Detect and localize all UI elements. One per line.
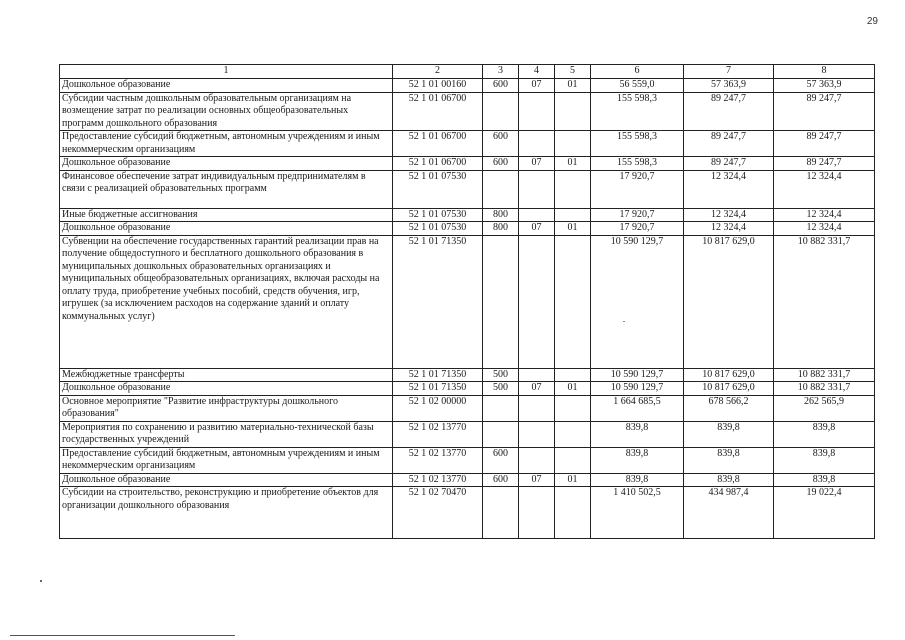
- row-col3: 600: [483, 79, 519, 93]
- row-code: 52 1 02 13770: [393, 421, 483, 447]
- row-col3: [483, 487, 519, 539]
- row-col3: 800: [483, 222, 519, 236]
- row-code: 52 1 01 06700: [393, 131, 483, 157]
- table-body: [60, 79, 875, 539]
- row-value-8: 12 324,4: [774, 222, 875, 236]
- row-name: Субсидии частным дошкольным образовательным организациям на возмещение затрат по реализации основных общеобразовательных программ дошкольного образования: [60, 92, 393, 131]
- table-row: [60, 170, 875, 208]
- table-row: [60, 208, 875, 222]
- row-col3: [483, 92, 519, 131]
- row-col3: 800: [483, 208, 519, 222]
- table-row: [60, 473, 875, 487]
- row-col4: [519, 170, 555, 208]
- row-col4: [519, 487, 555, 539]
- row-name: Межбюджетные трансферты: [60, 368, 393, 382]
- row-col5: [555, 235, 591, 368]
- row-col3: 600: [483, 131, 519, 157]
- row-col4: [519, 92, 555, 131]
- row-col5: [555, 421, 591, 447]
- table-header-row: [60, 65, 875, 79]
- row-name: Мероприятия по сохранению и развитию материально-технической базы государственных учреждений: [60, 421, 393, 447]
- row-value-7: 10 817 629,0: [684, 235, 774, 368]
- row-code: 52 1 01 00160: [393, 79, 483, 93]
- row-value-6: 839,8: [591, 447, 684, 473]
- row-code: 52 1 02 70470: [393, 487, 483, 539]
- row-col4: [519, 395, 555, 421]
- row-name: Дошкольное образование: [60, 157, 393, 171]
- row-value-8: 839,8: [774, 473, 875, 487]
- row-name: Дошкольное образование: [60, 79, 393, 93]
- row-code: 52 1 01 07530: [393, 222, 483, 236]
- table-row: [60, 157, 875, 171]
- scan-dot: [40, 580, 42, 582]
- row-name: Субвенции на обеспечение государственных гарантий реализации прав на получение общедоступного и бесплатного дошкольного образования в муниципальных дошкольных образовательных организациях и муниципальных общеобразовательных организациях, включая расходы на оплату труда, приобретение учебных пособий, средств обучения, игр, игрушек (за исключением расходов на содержание зданий и оплату коммунальных услуг): [60, 235, 393, 368]
- row-value-6: 17 920,7: [591, 170, 684, 208]
- row-col5: [555, 131, 591, 157]
- row-code: 52 1 01 71350: [393, 382, 483, 396]
- row-col5: 01: [555, 222, 591, 236]
- table-row: [60, 487, 875, 539]
- table-row: [60, 79, 875, 93]
- row-code: 52 1 01 07530: [393, 208, 483, 222]
- row-name: Основное мероприятие "Развитие инфраструктуры дошкольного образования": [60, 395, 393, 421]
- page-number: 29: [866, 16, 878, 27]
- row-name: Финансовое обеспечение затрат индивидуальным предпринимателям в связи с реализацией образовательных программ: [60, 170, 393, 208]
- row-col4: [519, 208, 555, 222]
- table-row: [60, 382, 875, 396]
- row-col5: [555, 92, 591, 131]
- col-header-6: 6: [591, 65, 684, 79]
- row-col3: 600: [483, 447, 519, 473]
- table-row: [60, 92, 875, 131]
- row-name: Дошкольное образование: [60, 222, 393, 236]
- row-value-6: 839,8: [591, 421, 684, 447]
- row-col3: 500: [483, 382, 519, 396]
- row-col3: [483, 170, 519, 208]
- row-value-8: 19 022,4: [774, 487, 875, 539]
- page-bottom-rule: [10, 635, 235, 636]
- row-value-6: 56 559,0: [591, 79, 684, 93]
- table-row: [60, 222, 875, 236]
- row-col5: [555, 447, 591, 473]
- row-value-7: 839,8: [684, 421, 774, 447]
- row-value-6: 1 664 685,5: [591, 395, 684, 421]
- row-col5: [555, 487, 591, 539]
- table-row: [60, 235, 875, 368]
- row-code: 52 1 01 07530: [393, 170, 483, 208]
- row-value-7: 839,8: [684, 447, 774, 473]
- row-name: Дошкольное образование: [60, 382, 393, 396]
- row-value-7: 12 324,4: [684, 222, 774, 236]
- row-value-7: 10 817 629,0: [684, 382, 774, 396]
- row-col4: [519, 235, 555, 368]
- col-header-7: 7: [684, 65, 774, 79]
- row-code: 52 1 02 13770: [393, 447, 483, 473]
- table-row: [60, 131, 875, 157]
- table-row: [60, 421, 875, 447]
- row-value-7: 434 987,4: [684, 487, 774, 539]
- col-header-4: 4: [519, 65, 555, 79]
- row-col5: 01: [555, 382, 591, 396]
- row-value-6: 839,8: [591, 473, 684, 487]
- table-row: [60, 368, 875, 382]
- row-code: 52 1 02 13770: [393, 473, 483, 487]
- col-header-5: 5: [555, 65, 591, 79]
- row-col4: [519, 447, 555, 473]
- row-col5: 01: [555, 79, 591, 93]
- row-value-8: 839,8: [774, 421, 875, 447]
- row-col3: 600: [483, 473, 519, 487]
- row-value-6: 155 598,3: [591, 157, 684, 171]
- row-col4: 07: [519, 473, 555, 487]
- budget-table: [59, 64, 875, 539]
- row-name: Дошкольное образование: [60, 473, 393, 487]
- row-value-8: 12 324,4: [774, 170, 875, 208]
- row-value-7: 12 324,4: [684, 208, 774, 222]
- row-code: 52 1 02 00000: [393, 395, 483, 421]
- row-name: Иные бюджетные ассигнования: [60, 208, 393, 222]
- row-value-7: 89 247,7: [684, 157, 774, 171]
- col-header-8: 8: [774, 65, 875, 79]
- row-code: 52 1 01 71350: [393, 235, 483, 368]
- row-value-6: 10 590 129,7: [591, 368, 684, 382]
- row-value-6: 10 590 129,7: [591, 235, 684, 368]
- row-col5: [555, 395, 591, 421]
- row-value-8: 12 324,4: [774, 208, 875, 222]
- row-value-8: 262 565,9: [774, 395, 875, 421]
- row-col4: [519, 131, 555, 157]
- row-col5: [555, 208, 591, 222]
- table-row: [60, 447, 875, 473]
- col-header-3: 3: [483, 65, 519, 79]
- row-value-7: 839,8: [684, 473, 774, 487]
- row-value-6: 10 590 129,7: [591, 382, 684, 396]
- row-col5: [555, 368, 591, 382]
- row-value-8: 10 882 331,7: [774, 235, 875, 368]
- row-value-7: 12 324,4: [684, 170, 774, 208]
- row-col5: [555, 170, 591, 208]
- row-col3: [483, 421, 519, 447]
- col-header-name: 1: [60, 65, 393, 79]
- row-value-8: 89 247,7: [774, 131, 875, 157]
- row-value-7: 89 247,7: [684, 131, 774, 157]
- row-col5: 01: [555, 157, 591, 171]
- row-code: 52 1 01 06700: [393, 157, 483, 171]
- row-value-8: 89 247,7: [774, 92, 875, 131]
- row-col3: 500: [483, 368, 519, 382]
- row-code: 52 1 01 06700: [393, 92, 483, 131]
- row-value-8: 57 363,9: [774, 79, 875, 93]
- row-col3: 600: [483, 157, 519, 171]
- row-col4: [519, 421, 555, 447]
- row-value-7: 89 247,7: [684, 92, 774, 131]
- row-value-7: 10 817 629,0: [684, 368, 774, 382]
- scan-mark: [623, 321, 625, 322]
- row-name: Предоставление субсидий бюджетным, автономным учреждениям и иным некоммерческим организациям: [60, 447, 393, 473]
- row-col4: 07: [519, 382, 555, 396]
- row-name: Предоставление субсидий бюджетным, автономным учреждениям и иным некоммерческим организациям: [60, 131, 393, 157]
- row-value-7: 678 566,2: [684, 395, 774, 421]
- table-row: [60, 395, 875, 421]
- row-col4: [519, 368, 555, 382]
- row-value-6: 155 598,3: [591, 131, 684, 157]
- row-value-7: 57 363,9: [684, 79, 774, 93]
- col-header-code: 2: [393, 65, 483, 79]
- row-col4: 07: [519, 222, 555, 236]
- row-value-6: 155 598,3: [591, 92, 684, 131]
- row-value-8: 10 882 331,7: [774, 382, 875, 396]
- row-col4: 07: [519, 79, 555, 93]
- row-value-6: 17 920,7: [591, 222, 684, 236]
- row-col5: 01: [555, 473, 591, 487]
- row-code: 52 1 01 71350: [393, 368, 483, 382]
- row-value-8: 89 247,7: [774, 157, 875, 171]
- row-col4: 07: [519, 157, 555, 171]
- row-value-6: 1 410 502,5: [591, 487, 684, 539]
- row-value-6: 17 920,7: [591, 208, 684, 222]
- row-name: Субсидии на строительство, реконструкцию и приобретение объектов для организации дошкольного образования: [60, 487, 393, 539]
- row-col3: [483, 395, 519, 421]
- row-col3: [483, 235, 519, 368]
- row-value-8: 10 882 331,7: [774, 368, 875, 382]
- row-value-8: 839,8: [774, 447, 875, 473]
